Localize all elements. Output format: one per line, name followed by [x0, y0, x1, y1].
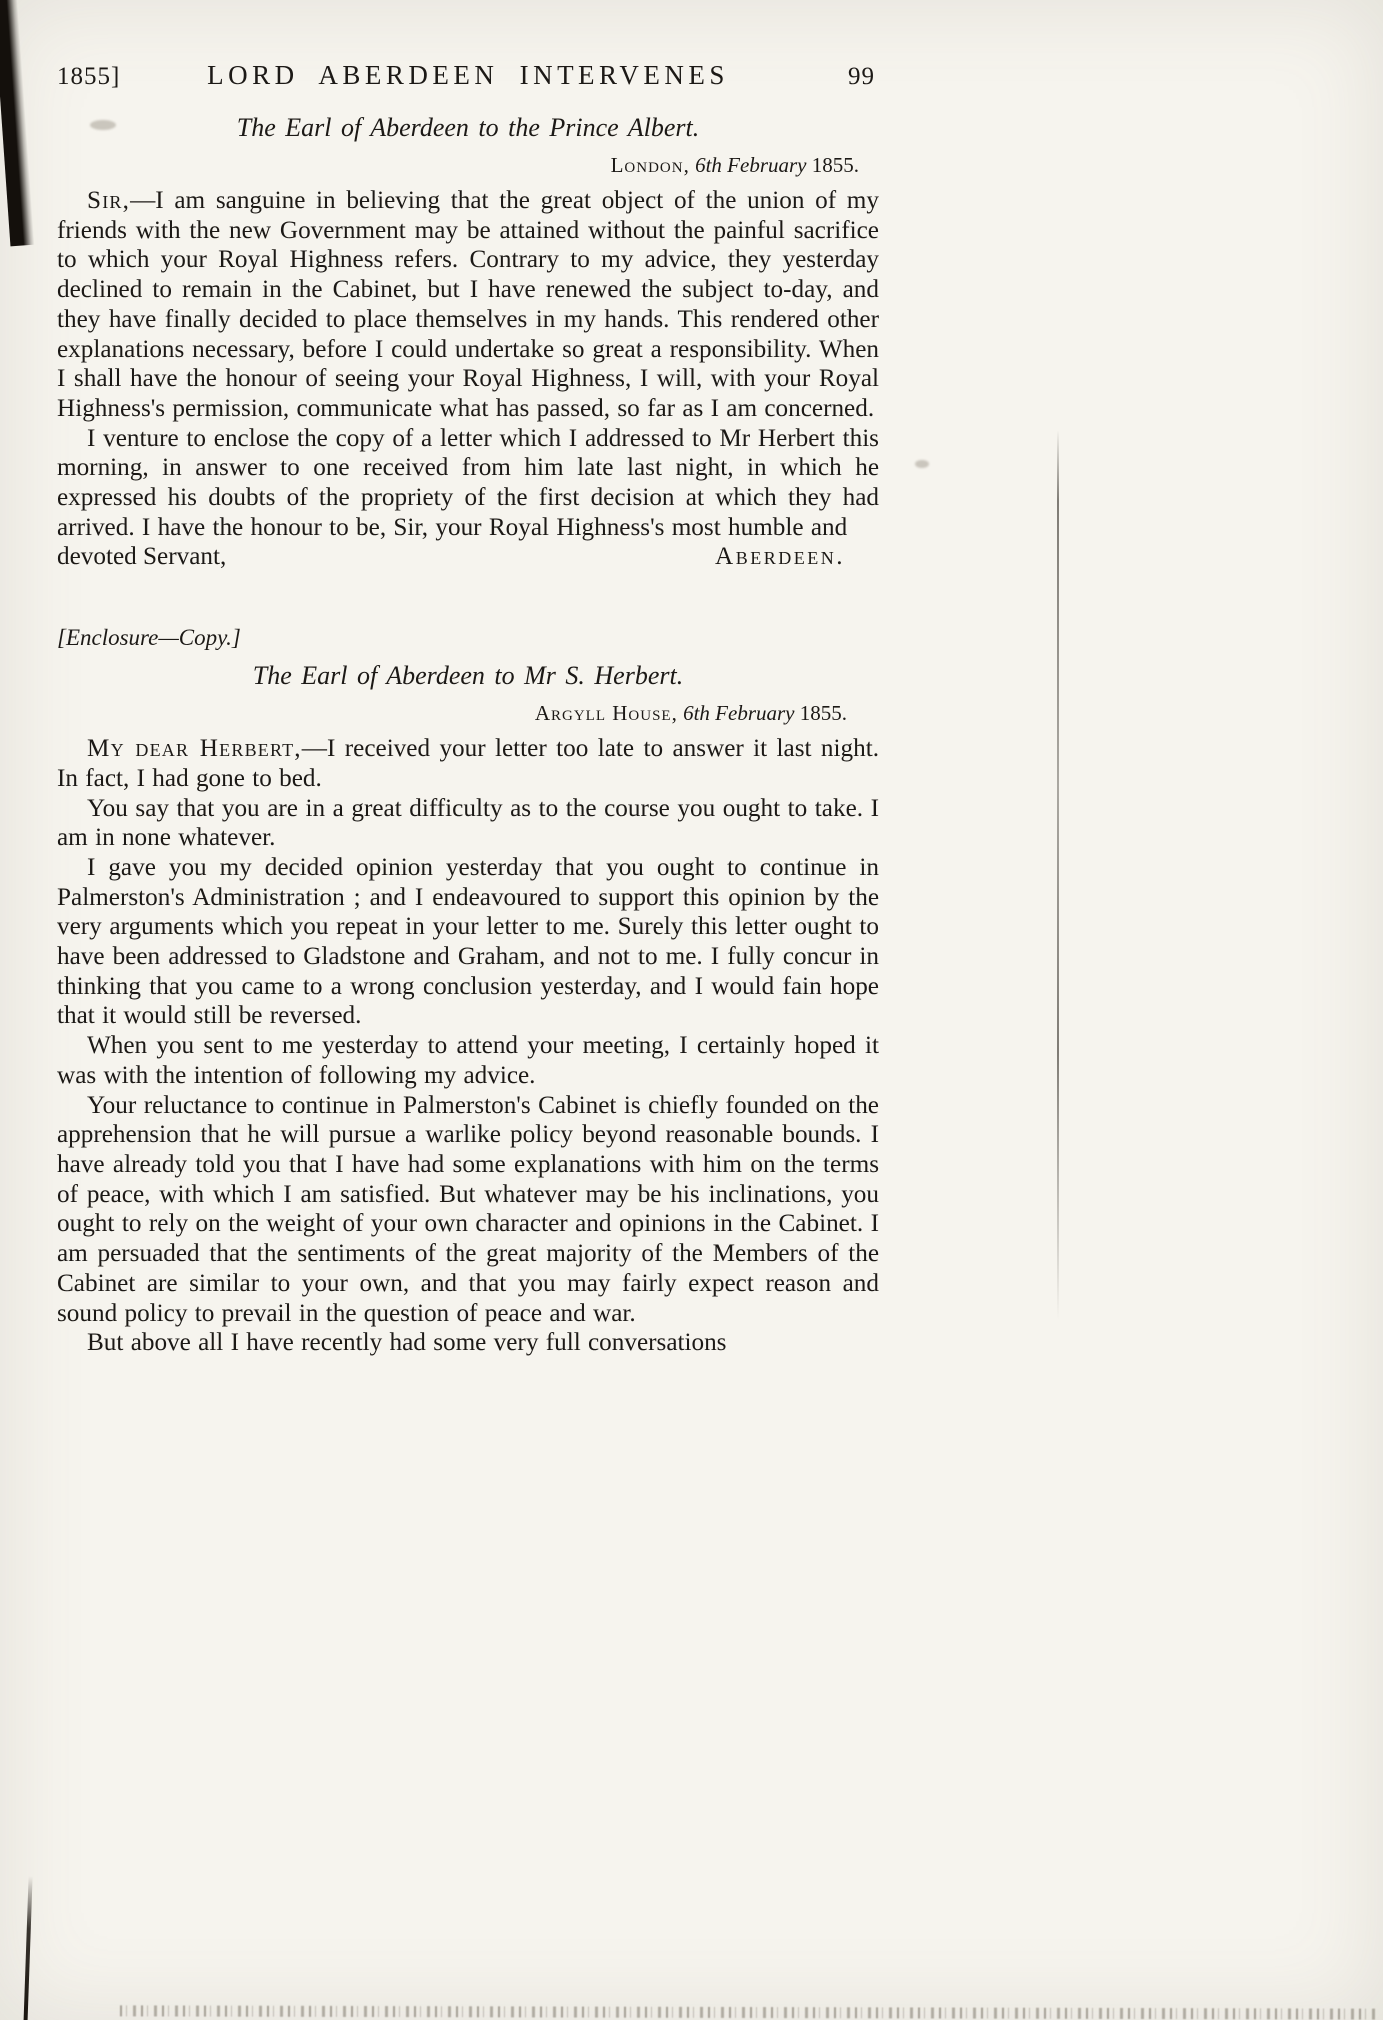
dateline-date: 6th February: [683, 701, 795, 726]
letter-to-mr-herbert: [57, 660, 879, 1358]
dateline-date: 6th February: [695, 153, 807, 177]
dateline-place: London,: [610, 153, 690, 177]
letter2-dateline: [57, 700, 879, 726]
letter1-salutation: Sir,: [87, 187, 131, 214]
letter2-paragraph-2: You say that you are in a great difficulty as to the course you ought to take. I am in none whatever.: [57, 794, 879, 852]
scan-artifact-speckle: [915, 460, 929, 468]
letter2-paragraph-6: But above all I have recently had some very full conversations: [87, 1329, 727, 1357]
letter2-paragraph-1-text: —I received your letter too late to answer it last night. In fact, I had gone to bed.: [57, 735, 879, 792]
letter1-paragraph-2: I venture to enclose the copy of a letter which I addressed to Mr Herbert this morning, in answer to one received from him late last night, in which he expressed his doubts of the propriety of the first decision at which they had arrived. I have the honour to be, Sir, your Royal Highness's most humble and: [57, 424, 879, 541]
letter-to-prince-albert: [57, 112, 879, 572]
page-content: [57, 58, 879, 1358]
letter1-closing: devoted Servant,: [57, 543, 227, 571]
letter2-paragraph-1: [57, 734, 879, 793]
letter2-salutation: My dear Herbert,: [87, 735, 302, 763]
dateline-year: 1855.: [811, 153, 859, 177]
letter1-dateline: [57, 152, 879, 178]
letter2-paragraph-5: Your reluctance to continue in Palmerston's Cabinet is chiefly founded on the apprehension that he will pursue a warlike policy beyond reasonable bounds. I have already told you that I have had some explanations with him on the terms of peace, with which I am satisfied. But whatever may be his inclinations, you ought to rely on the weight of your own character and opinions in the Cabinet. I am persuaded that the sentiments of the great majority of the Members of the Cabinet are similar to your own, and that you may fairly expect reason and sound policy to prevail in the question of peace and war.: [57, 1091, 879, 1327]
enclosure-label: [Enclosure—Copy.]: [57, 625, 241, 651]
header-year: 1855]: [57, 63, 121, 90]
letter1-paragraph-1-text: —I am sanguine in believing that the great object of the union of my friends with the new Government may be attained without the painful sacrifice to which your Royal Highness refers. Contrary to my advice, they yesterday declined to remain in the Cabinet, but I have renewed the subject to-day, and they have finally decided to place themselves in my hands. This rendered other explanations necessary, before I could undertake so great a responsibility. When I shall have the honour of seeing your Royal Highness, I will, with your Royal Highness's permission, communicate what has passed, so far as I am concerned.: [57, 187, 879, 422]
scan-artifact-bottom-noise: [120, 2005, 1375, 2019]
dateline-year: 1855.: [799, 701, 847, 726]
letter1-heading: The Earl of Aberdeen to the Prince Albert.: [236, 113, 700, 142]
letter2-paragraph-3: I gave you my decided opinion yesterday that you ought to continue in Palmerston's Administration ; and I endeavoured to support this opinion by the very arguments which you repeat in your letter to me. Surely this letter ought to have been addressed to Gladstone and Graham, and not to me. I fully concur in thinking that you came to a wrong conclusion yesterday, and I would fain hope that it would still be reversed.: [57, 853, 879, 1030]
letter1-signature-line: [57, 542, 879, 572]
scan-artifact-binding-shadow: [0, 0, 34, 246]
running-title: LORD ABERDEEN INTERVENES: [207, 60, 729, 90]
letter2-heading: The Earl of Aberdeen to Mr S. Herbert.: [252, 661, 684, 691]
dateline-place: Argyll House,: [534, 701, 678, 726]
letter1-signature: Aberdeen.: [715, 543, 845, 571]
page-number: 99: [848, 63, 875, 90]
letter2-paragraph-4: When you sent to me yesterday to attend your meeting, I certainly hoped it was with the intention of following my advice.: [57, 1032, 879, 1089]
scan-artifact-right-margin-line: [1057, 430, 1059, 1320]
letter1-paragraph-1: [57, 186, 879, 424]
running-header: [57, 58, 879, 92]
scan-artifact-left-edge-line: [23, 1876, 32, 2020]
